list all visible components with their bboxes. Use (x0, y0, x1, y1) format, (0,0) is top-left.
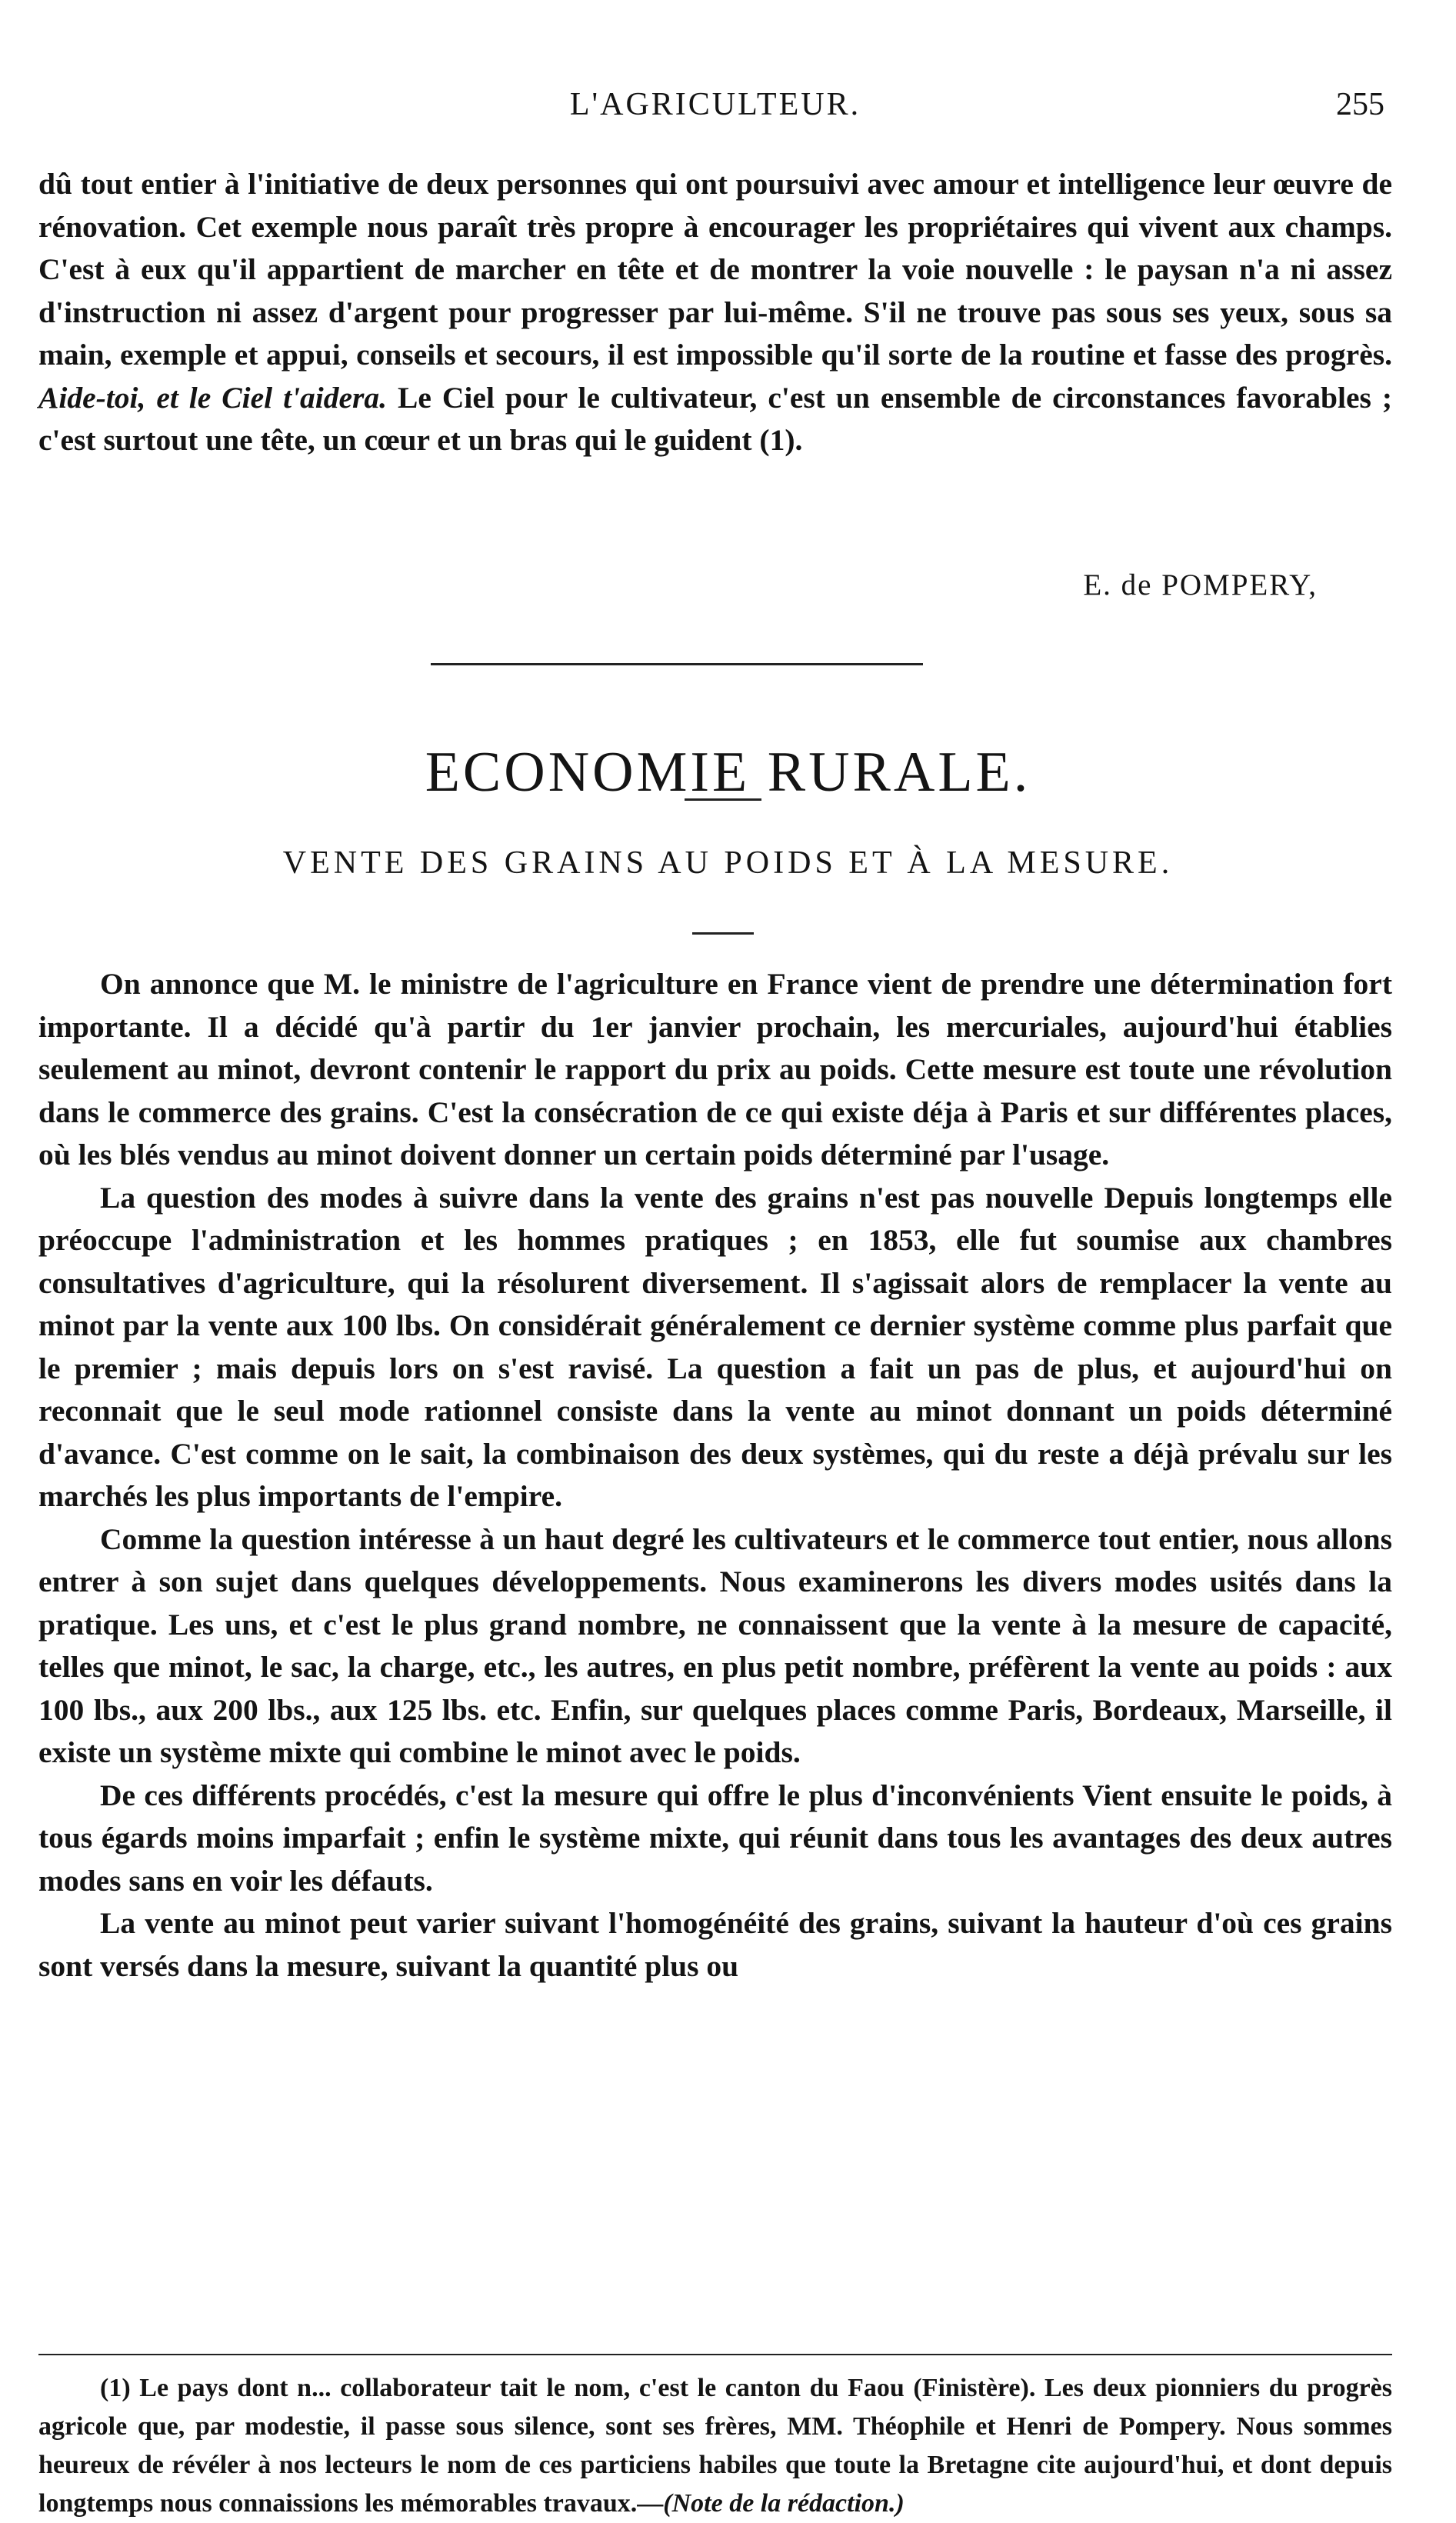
footnote-note: (Note de la rédaction.) (663, 2489, 905, 2518)
intro-text: dû tout entier à l'initiative de deux personnes qui ont poursuivi avec amour et intelligence leur œuvre de rénovation. Cet exemple nous paraît très propre à encourager les propriétaires qui vivent aux champs. C'est à eux qu'il appartient de marcher en tête et de montrer la voie nouvelle : le paysan n'a ni assez d'instruction ni assez d'argent pour progresser par lui-même. S'il ne trouve pas sous ses yeux, sous sa main, exemple et appui, conseils et secours, il est impossible qu'il sorte de la routine et fasse des progrès. (38, 167, 1392, 372)
running-title: L'AGRICULTEUR. (569, 87, 861, 122)
intro-text-end: Le Ciel pour le cultivateur, c'est un ensemble de circonstances favorables ; c'est surtout une tête, un cœur et un bras qui le guident (1). (38, 380, 1393, 457)
article-paragraph: On annonce que M. le ministre de l'agriculture en France vient de prendre une détermination fort importante. Il a décidé qu'à partir du 1er janvier prochain, les mercuriales, aujourd'hui établies seulement au minot, devront contenir le rapport du prix au poids. Cette mesure est toute une révolution dans le commerce des grains. C'est la consécration de ce qui existe déja à Paris et sur différentes places, où les blés vendus au minot doivent donner un certain poids déterminé par l'usage. (38, 967, 1392, 1172)
article-paragraph: Comme la question intéresse à un haut degré les cultivateurs et le commerce tout entier, nous allons entrer à son sujet dans quelques développements. Nous examinerons les divers modes usités dans la pratique. Les uns, et c'est le plus grand nombre, ne connaissent que la vente à la mesure de capacité, telles que minot, le sac, la charge, etc., les autres, en plus petit nombre, préfèrent la vente au poids : aux 100 lbs., aux 200 lbs., aux 125 lbs. etc. Enfin, sur quelques places comme Paris, Bordeaux, Marseille, il existe un système mixte qui combine le minot avec le poids. (38, 1521, 1392, 1769)
footnote (38, 2369, 1392, 2523)
section-divider (431, 663, 923, 665)
page-number: 255 (1336, 87, 1384, 122)
article-body (38, 963, 1392, 1988)
author-signature: E. de POMPERY, (1083, 568, 1318, 602)
section-subtitle: VENTE DES GRAINS AU POIDS ET À LA MESURE. (282, 845, 1174, 881)
subtitle-divider (692, 932, 754, 935)
intro-paragraph (38, 163, 1392, 462)
article-paragraph: La question des modes à suivre dans la vente des grains n'est pas nouvelle Depuis longtemps elle préoccupe l'administration et les hommes pratiques ; en 1853, elle fut soumise aux chambres consultatives d'agriculture, qui la résolurent diversement. Il s'agissait alors de remplacer la vente au minot par la vente aux 100 lbs. On considérait généralement ce dernier système comme plus parfait que le premier ; mais depuis lors on s'est ravisé. La question a fait un pas de plus, et aujourd'hui on reconnait que le seul mode rationnel consiste dans la vente au minot donnant un poids déterminé d'avance. C'est comme on le sait, la combinaison des deux systèmes, qui du reste a déjà prévalu sur les marchés les plus importants de l'empire. (38, 1180, 1392, 1513)
footnote-divider (38, 2354, 1392, 2355)
article-paragraph: De ces différents procédés, c'est la mesure qui offre le plus d'inconvénients Vient ensuite le poids, à tous égards moins imparfait ; enfin le système mixte, qui réunit dans tous les avantages des deux autres modes sans en voir les défauts. (38, 1778, 1392, 1898)
footnote-text: (1) Le pays dont n... collaborateur tait le nom, c'est le canton du Faou (Finistère). Les deux pionniers du progrès agricole que, par modestie, il passe sous silence, sont ses frères, MM. Théophile et Henri de Pompery. Nous sommes heureux de révéler à nos lecteurs le nom de ces particiens habiles que toute la Bretagne cite aujourd'hui, et dont depuis longtemps nous connaissions les mémorables travaux.— (38, 2374, 1392, 2518)
title-divider (685, 798, 761, 801)
running-header (46, 86, 1384, 132)
intro-italic-quote: Aide-toi, et le Ciel t'aidera. (38, 380, 388, 415)
section-title: ECONOMIE RURALE. (425, 740, 1031, 804)
article-paragraph: La vente au minot peut varier suivant l'homogénéité des grains, suivant la hauteur d'où ces grains sont versés dans la mesure, suivant la quantité plus ou (38, 1906, 1392, 1983)
